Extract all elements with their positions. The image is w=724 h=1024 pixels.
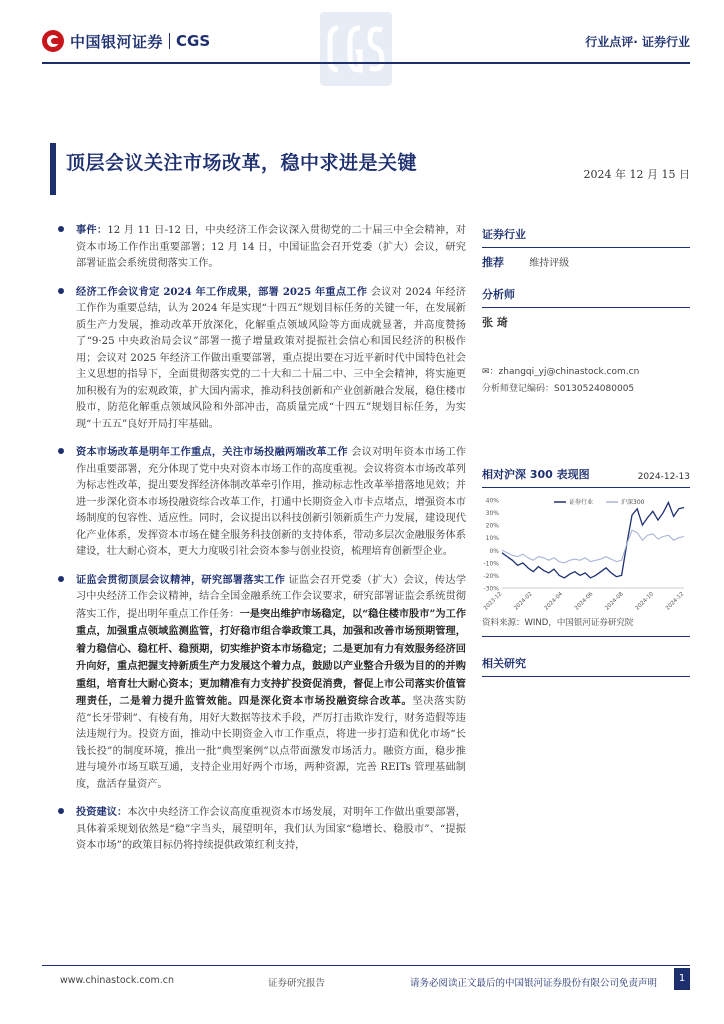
paragraph-bold: 一是突出维护市场稳定，以“稳住楼市股市”为工作重点，加强重点领域监测监管，打好稳市组合拳政策工具，加强和改善市场预期管理，着力稳信心、稳杠杆、稳预期，切实维护资本市场稳定；二是更加有力有效服务经济回升向好，重点把握支持新质生产力发展这个着力点，鼓励以产业整合升级为目的的并购重组，培育壮大耐心资本；更加精准有力支持扩投资促消费，督促上市公司落实价值管理责任，二是着力提升监管效能。四是深化资本市场投融资综合改革。	[76, 607, 467, 707]
x-tick-label: 2024-12	[664, 591, 686, 612]
y-tick-label: -20%	[483, 572, 499, 580]
paragraph-investment-advice	[58, 804, 466, 855]
y-tick-label: 30%	[485, 510, 499, 518]
chart-heading-row	[482, 462, 690, 488]
bullet-icon	[58, 448, 64, 454]
paragraph-text: 本次中央经济工作会议高度重视资本市场发展，对明年工作做出重要部署，具体着采规划依然是“稳”字当头，展望明年，我们认为国家“稳增长、稳股市”、“提振资本市场”的政策目标仍将持续提供政策红利支持，	[76, 807, 466, 851]
logo-icon	[42, 30, 64, 52]
report-date: 2024 年 12 月 15 日	[583, 168, 690, 181]
y-tick-label: 10%	[485, 535, 499, 543]
series-line-0	[502, 503, 684, 578]
footer-url[interactable]: www.chinastock.com.cn	[60, 975, 174, 986]
paragraph-lead: 投资建议：	[76, 806, 128, 818]
cgs-watermark-icon	[312, 6, 400, 88]
chart-title: 相对沪深 300 表现图	[482, 468, 590, 481]
paragraph-text: 12 月 11 日-12 日，中央经济工作会议深入贯彻党的二十届三中全会精神，对资本市场工作作出重要部署；12 月 14 日，中国证监会召开党委（扩大）会议，研究部署证监会系统贯彻落实工作。	[76, 225, 466, 269]
y-tick-label: 40%	[485, 497, 499, 505]
analyst-cert: 分析师登记编码：S0130524080005	[482, 384, 635, 394]
paragraph-text: 会议对明年资本市场工作作出重要部署，充分体现了党中央对资本市场工作的高度重视。会议将资本市场改革列为标志性改革，提出要发挥经济体制改革牵引作用，推动标志性改革举措落地见效；并进一步深化资本市场投融资综合改革工作，打通中长期资金入市卡点堵点，增强资本市场制度的包容性、适应性。同时，会议提出以科技创新引领新质生产力发展，建设现代化产业体系，发挥资本市场在健全服务科技创新的支持体系，带动多层次金融服务体系建设，壮大耐心资本，更大力度吸引社会资本参与创业投资，梳理培育创新型企业。	[76, 447, 467, 557]
paragraph-event	[58, 222, 466, 273]
footer-report-type: 证券研究报告	[268, 978, 326, 989]
paragraph-lead: 资本市场改革是明年工作重点，关注市场投融两端改革工作	[76, 446, 348, 458]
bullet-icon	[58, 226, 64, 232]
legend-label: 证券行业	[569, 499, 594, 506]
x-tick-label: 2023-12	[482, 591, 504, 612]
paragraph-csrc	[58, 572, 466, 794]
paragraph-text: 证监会召开党委（扩大）会议，传达学习中央经济工作会议精神，结合全国金融系统工作会议要求，研究部署证监会系统贯彻落实工作，提出明年重点工作任务：	[76, 574, 467, 620]
logo-divider	[169, 33, 170, 49]
analyst-heading: 分析师	[482, 282, 690, 308]
paragraph-tail: 坚决落实防范“长牙带刺”、有棱有角，用好大数据等技术手段，严厉打击欺诈发行，财务造假等违法违规行为。投资方面，推动中长期资金入市工作重点，将进一步打造和优化市场“长钱长投”的制度环境，推出一批“典型案例”以点带面激发市场活力。融资方面，稳步推进与境外市场互联互通，支持企业用好两个市场，两种资源，完善 REITs 管理基础制度，盘活存量资产。	[76, 696, 467, 790]
chart-source: 资料来源：WIND，中国银河证券研究院	[482, 616, 690, 637]
performance-chart	[482, 488, 690, 614]
chart-date: 2024-12-13	[637, 472, 690, 482]
y-tick-label: -10%	[483, 560, 499, 568]
x-tick-label: 2024-04	[543, 591, 565, 612]
analyst-email[interactable]: ✉：zhangqi_yj@chinastock.com.cn	[482, 367, 640, 377]
report-category: 行业点评· 证券行业	[585, 35, 690, 49]
bullet-icon	[58, 576, 64, 582]
x-tick-label: 2024-06	[573, 591, 595, 612]
bullet-icon	[58, 808, 64, 814]
x-tick-label: 2024-02	[513, 591, 534, 612]
x-tick-label: 2024-10	[634, 591, 656, 612]
paragraph-capital-market	[58, 444, 466, 561]
bullet-icon	[58, 288, 64, 294]
header-divider	[42, 62, 690, 64]
sidebar	[482, 222, 690, 677]
series-line-1	[502, 530, 684, 563]
report-title: 顶层会议关注市场改革，稳中求进是关键	[66, 152, 418, 174]
logo-text-cn: 中国银河证券	[70, 32, 164, 51]
chart-svg	[482, 488, 690, 614]
industry-heading: 证券行业	[482, 222, 690, 248]
title-accent-bar	[50, 143, 56, 195]
paragraph-economic-work	[58, 284, 466, 434]
y-tick-label: 20%	[485, 522, 499, 530]
rating-value: 维持评级	[529, 258, 570, 269]
legend-label: 沪深300	[621, 499, 645, 506]
paragraph-lead: 事件：	[76, 224, 108, 236]
paragraph-lead: 经济工作会议肯定 2024 年工作成果，部署 2025 年重点工作	[76, 285, 368, 298]
x-tick-label: 2024-08	[604, 591, 625, 612]
rating-label: 推荐	[482, 256, 504, 269]
paragraph-text: 会议对 2024 年经济工作作为重要总结，认为 2024 年是实现“十四五”规划目标任务的关键一年，在发展新质生产力发展，推动改革开放深化，化解重点领域风险等方面成就显著，并高度赞扬了“9·25 中央政治局会议”部署一揽子增量政策对提振社会信心和国民经济的积极作用；会议对 2025 年经济工作做出重要部署，重点提出要在习近平新时代中国特色社会主义思想的指导下，全面贯彻落实党的二十大和二十届二中、三中全会精神，将实施更加积极有为的宏观政策，扩大国内需求，推动科技创新和产业创新融合发展，稳住楼市股市，防范化解重点领域风险和外部冲击，高质量完成“十四五”规划目标任务，为实现“十五五”良好开局打牢基础。	[76, 286, 466, 430]
main-content	[58, 222, 466, 866]
rating-row	[482, 248, 690, 270]
analyst-name: 张 琦	[482, 316, 508, 329]
y-tick-label: 0%	[489, 547, 499, 555]
footer-divider	[42, 965, 690, 966]
page-number: 1	[674, 968, 690, 990]
footer-disclaimer: 请务必阅读正文最后的中国银河证券股份有限公司免责声明	[410, 978, 658, 989]
paragraph-lead: 证监会贯彻顶层会议精神，研究部署落实工作	[76, 573, 286, 586]
y-tick-label: -30%	[483, 585, 499, 593]
logo-text-en: CGS	[176, 32, 211, 50]
company-logo	[42, 28, 210, 54]
related-research-heading: 相关研究	[482, 651, 690, 677]
